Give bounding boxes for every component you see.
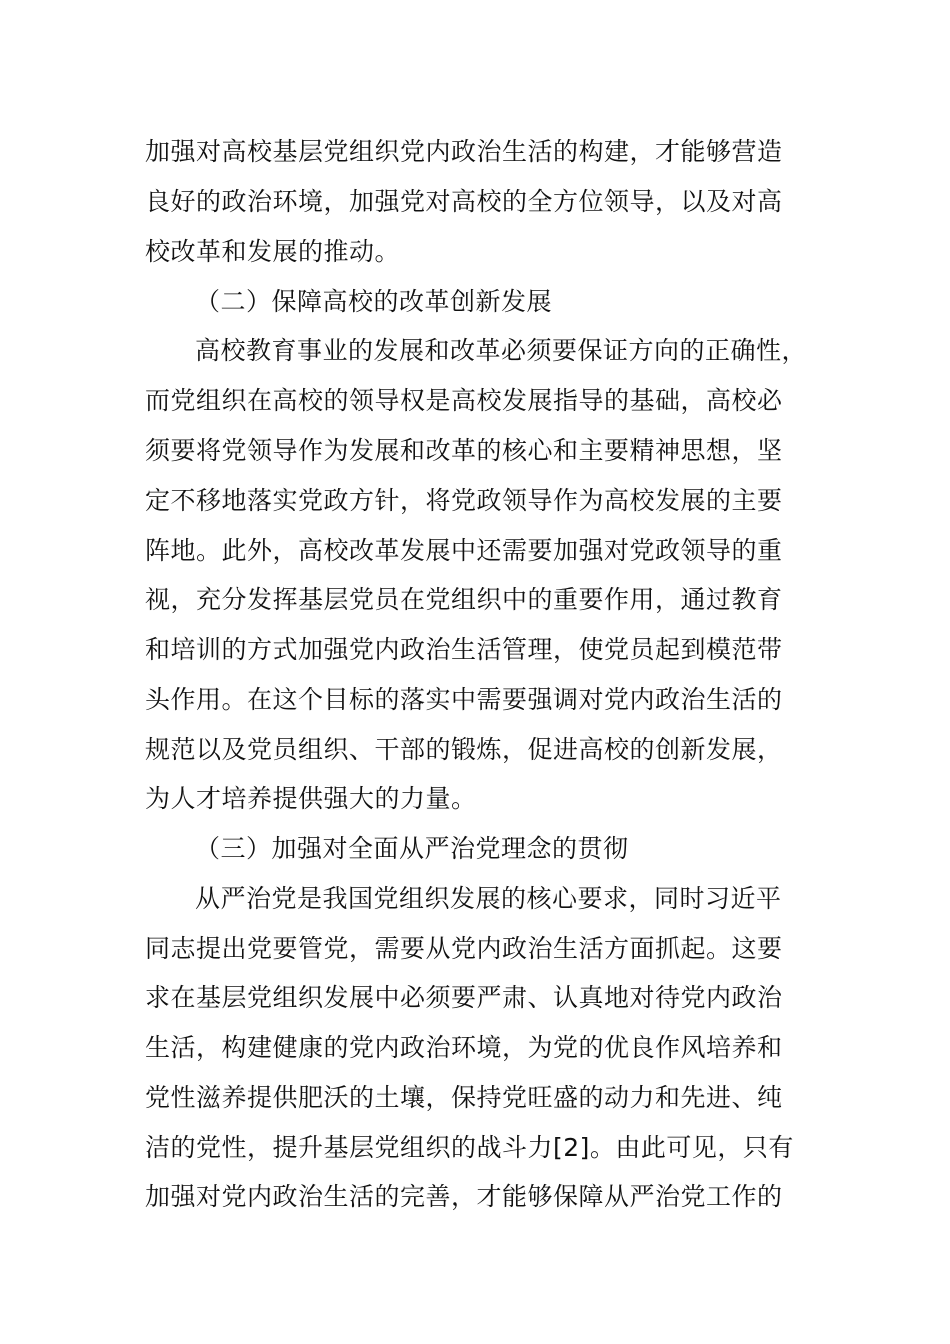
- text-line: 须要将党领导作为发展和改革的核心和主要精神思想，坚: [145, 436, 783, 465]
- text-line: 定不移地落实党政方针，将党政领导作为高校发展的主要: [145, 486, 783, 515]
- text-line: 视，充分发挥基层党员在党组织中的重要作用，通过教育: [145, 585, 783, 614]
- text-line: 规范以及党员组织、干部的锻炼，促进高校的创新发展，: [145, 735, 783, 764]
- text-line: 洁的党性，提升基层党组织的战斗力[2]。由此可见，只有: [145, 1133, 794, 1162]
- text-line: 良好的政治环境，加强党对高校的全方位领导，以及对高: [145, 187, 783, 216]
- text-line: 加强对高校基层党组织党内政治生活的构建，才能够营造: [145, 137, 783, 166]
- text-line: 和培训的方式加强党内政治生活管理，使党员起到模范带: [145, 635, 783, 664]
- text-line: 校改革和发展的推动。: [145, 237, 401, 266]
- section-heading: （三）加强对全面从严治党理念的贯彻: [195, 834, 629, 863]
- text-line: 同志提出党要管党，需要从党内政治生活方面抓起。这要: [145, 934, 783, 963]
- text-line: 求在基层党组织发展中必须要严肃、认真地对待党内政治: [145, 983, 783, 1012]
- text-line: 阵地。此外，高校改革发展中还需要加强对党政领导的重: [145, 536, 783, 565]
- text-line: 加强对党内政治生活的完善，才能够保障从严治党工作的: [145, 1182, 783, 1211]
- text-line: 生活，构建健康的党内政治环境，为党的优良作风培养和: [145, 1033, 783, 1062]
- text-line: 高校教育事业的发展和改革必须要保证方向的正确性，: [195, 336, 808, 365]
- text-line: 党性滋养提供肥沃的土壤，保持党旺盛的动力和先进、纯: [145, 1083, 783, 1112]
- section-heading: （二）保障高校的改革创新发展: [195, 287, 553, 316]
- text-line: 从严治党是我国党组织发展的核心要求，同时习近平: [195, 884, 782, 913]
- text-line: 头作用。在这个目标的落实中需要强调对党内政治生活的: [145, 685, 783, 714]
- text-line: 而党组织在高校的领导权是高校发展指导的基础，高校必: [145, 386, 783, 415]
- text-line: 为人才培养提供强大的力量。: [145, 784, 477, 813]
